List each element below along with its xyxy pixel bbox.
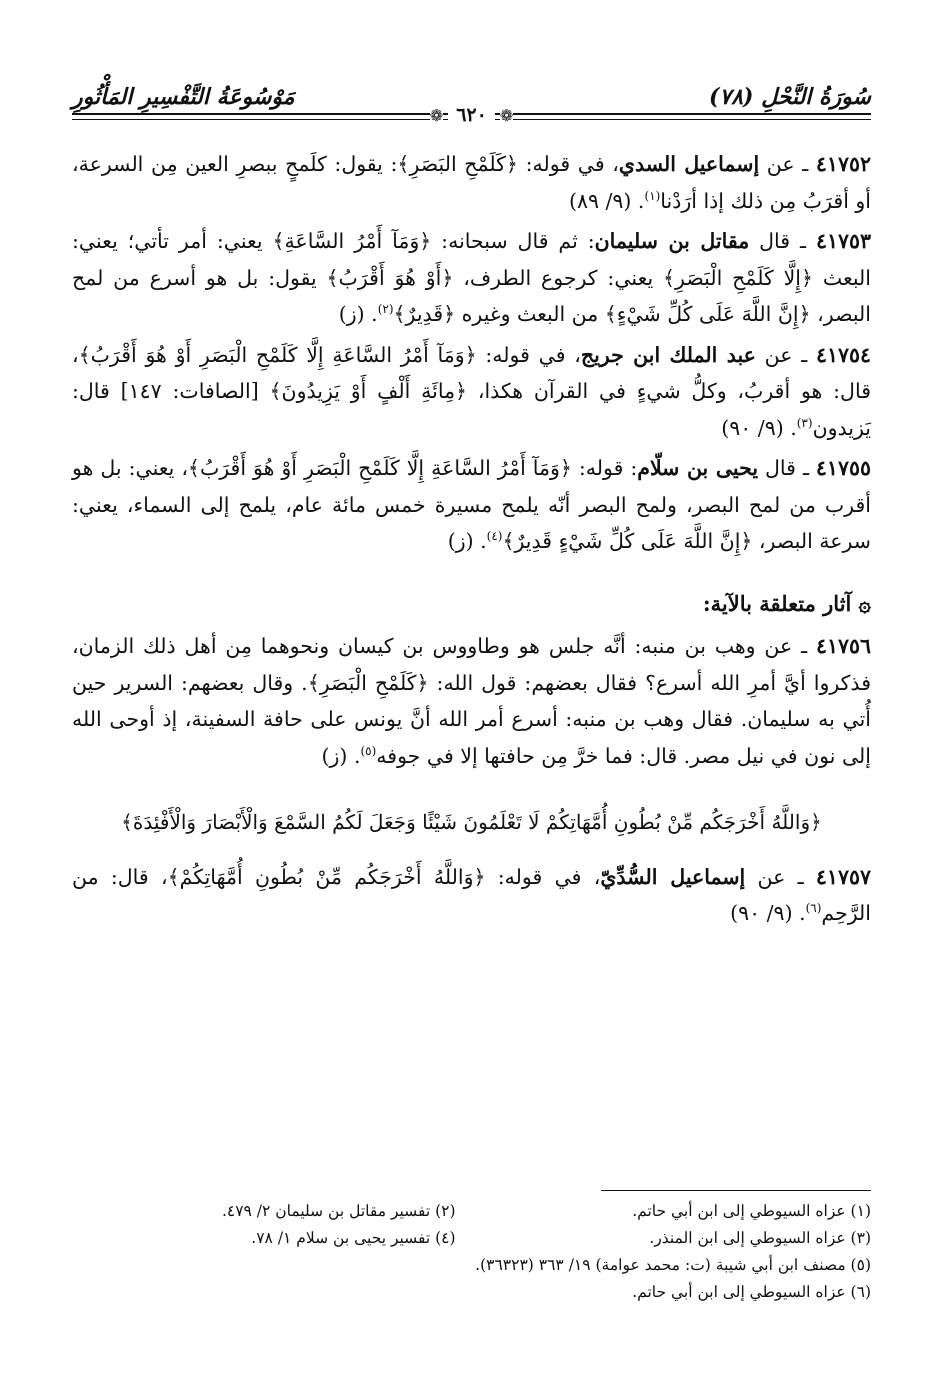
narration-ref: . (ز) [321, 743, 361, 768]
narrator-name: يحيى بن سلّام [637, 456, 759, 480]
narration-text: : ثم قال سبحانه: ﴿وَمَآ أَمْرُ السَّاعَةِ﴾ يعني: أمر تأتي؛ يعني: البعث ﴿إِلَّا كَلَمْحِ الْبَصَرِ﴾ يعني: كرجوع الطرف، ﴿أَوْ هُوَ أَقْرَبُ﴾ يقول: بل هو أسرع من لمح البصر، ﴿إِنَّ اللَّهَ عَلَى كُلِّ شَيْءٍ﴾ من البعث وغيره ﴿قَدِيرٌ﴾ [72, 229, 871, 326]
footnote-1: (١) عزاه السيوطي إلى ابن أبي حاتم. [632, 1202, 871, 1220]
narration-text: : قوله: ﴿وَمَآ أَمْرُ السَّاعَةِ إِلَّا كَلَمْحِ الْبَصَرِ أَوْ هُوَ أَقْرَبُ﴾، يعني: بل هو أقرب من لمح البصر، ولمح البصر أنّه يلمح مسيرة خمس مائة عام، يلمح إلى السماء، يعني: سرعة البصر، ﴿إِنَّ اللَّهَ عَلَى كُلِّ شَيْءٍ قَدِيرٌ﴾ [72, 456, 871, 553]
footnote-ref[interactable]: (٦) [805, 901, 822, 916]
narration-41752 [72, 146, 871, 219]
narration-41755 [72, 450, 871, 560]
narration-text: ، في قوله: ﴿كَلَمْحِ البَصَرِ﴾: يقول: كلَمحٍ ببصرِ العين مِن السرعة، أو أقرَبُ مِن ذلك إذا أرَدْنا [72, 152, 871, 213]
surah-title: سُورَةُ النَّحْلِ (٧٨) [708, 84, 871, 110]
footnote-divider [601, 1190, 871, 1191]
ornament-icon: ❁ [499, 106, 514, 125]
footnote-5: (٥) مصنف ابن أبي شيبة (ت: محمد عوامة) ١٩/ ٣٦٣ (٣٦٣٢٣). [475, 1256, 871, 1274]
footnotes [72, 1198, 871, 1306]
footnote-4: (٤) تفسير يحيى بن سلام ١/ ٧٨. [251, 1229, 456, 1247]
book-title: مَوْسُوعَةُ التَّفْسِيرِ المَأْثُورِ [72, 84, 295, 110]
ornament-icon: ❁ [429, 106, 444, 125]
narrator-name: عبد الملك ابن جريج [580, 342, 756, 367]
narration-text: ـ عن [745, 864, 816, 889]
narration-number: ٤١٧٥٥ [815, 456, 871, 480]
narration-text: ـ عن وهب بن منبه: أنَّه جلس هو وطاووس بن كيسان ونحوهما مِن أهل ذلك الزمان، فذكروا أيَّ أمرِ الله أسرع؟ فقال بعضهم: قول الله: ﴿كَلَمْحِ الْبَصَرِ﴾. وقال بعضهم: السرير حين أُتي به سليمان. فقال وهب بن منبه: أسرع أمر الله أنَّ يونس على حافة السفينة، إذ أوحى الله إلى نون في نيل مصر. قال: فما خرَّ مِن حافتها إلا في جوفه [72, 634, 871, 768]
footnote-ref[interactable]: (٢) [377, 302, 394, 317]
quran-verse: ﴿وَاللَّهُ أَخْرَجَكُم مِّنْ بُطُونِ أُمَّهَاتِكُمْ لَا تَعْلَمُونَ شَيْئًا وَجَعَلَ لَكُمُ السَّمْعَ وَالْأَبْصَارَ وَالْأَفْئِدَةَ﴾ [121, 810, 822, 834]
narrator-name: مقاتل بن سليمان [594, 229, 750, 253]
narration-text: ـ عن [759, 152, 816, 176]
narration-ref: . (٩/ ٩٠) [730, 901, 806, 925]
narration-number: ٤١٧٥٤ [815, 342, 871, 367]
footnote-ref[interactable]: (٣) [796, 415, 813, 430]
footnote-3: (٣) عزاه السيوطي إلى ابن المنذر. [649, 1229, 871, 1247]
narration-ref: . (٩/ ٩٠) [721, 415, 797, 440]
narration-text: ، في قوله: ﴿وَاللَّهُ أَخْرَجَكُم مِّنْ بُطُونِ أُمَّهَاتِكُمْ﴾، قال: من الرَّحِم [72, 864, 871, 925]
narration-text: ـ عن [755, 342, 816, 367]
footnote-ref[interactable]: (١) [644, 188, 661, 203]
page-body [72, 146, 871, 936]
narration-number: ٤١٧٥٢ [815, 152, 871, 176]
narration-text: ـ قال [749, 229, 816, 253]
footnote-2: (٢) تفسير مقاتل بن سليمان ٢/ ٤٧٩. [221, 1202, 456, 1220]
page-number: ٦٢٠ [448, 104, 495, 126]
footnote-6: (٦) عزاه السيوطي إلى ابن أبي حاتم. [632, 1283, 871, 1301]
page-number-block [0, 104, 943, 126]
narration-ref: . (ز) [338, 302, 378, 326]
narration-41754 [72, 337, 871, 447]
narration-41757 [72, 859, 871, 932]
footnote-row [72, 1225, 871, 1252]
narration-text: ـ قال [758, 456, 816, 480]
narration-ref: . (٩/ ٨٩) [568, 188, 645, 213]
narrator-name: إسماعيل السدي [618, 152, 760, 176]
footnote-ref[interactable]: (٤) [486, 529, 503, 544]
narration-ref: . (ز) [447, 529, 487, 553]
narration-number: ٤١٧٥٧ [815, 864, 871, 889]
narration-number: ٤١٧٥٣ [815, 229, 872, 253]
narration-41756 [72, 628, 871, 774]
narration-text: ، في قوله: ﴿وَمَآ أَمْرُ السَّاعَةِ إِلَّا كَلَمْحِ الْبَصَرِ أَوْ هُوَ أَقْرَبُ﴾، قال: هو أقربُ، وكلُّ شيءٍ في القرآن هكذا، ﴿مِائَةِ أَلْفٍ أَوْ يَزِيدُونَ﴾ [الصافات: ١٤٧] قال: يَزيدون [72, 342, 871, 440]
narration-number: ٤١٧٥٦ [815, 634, 871, 658]
narration-41753 [72, 223, 871, 333]
footnote-row [72, 1198, 871, 1225]
footnote-ref[interactable]: (٥) [360, 743, 377, 758]
narrator-name: إسماعيل السُّدِّيّ [600, 864, 746, 889]
section-heading: ۞ آثار متعلقة بالآية: [702, 590, 871, 616]
